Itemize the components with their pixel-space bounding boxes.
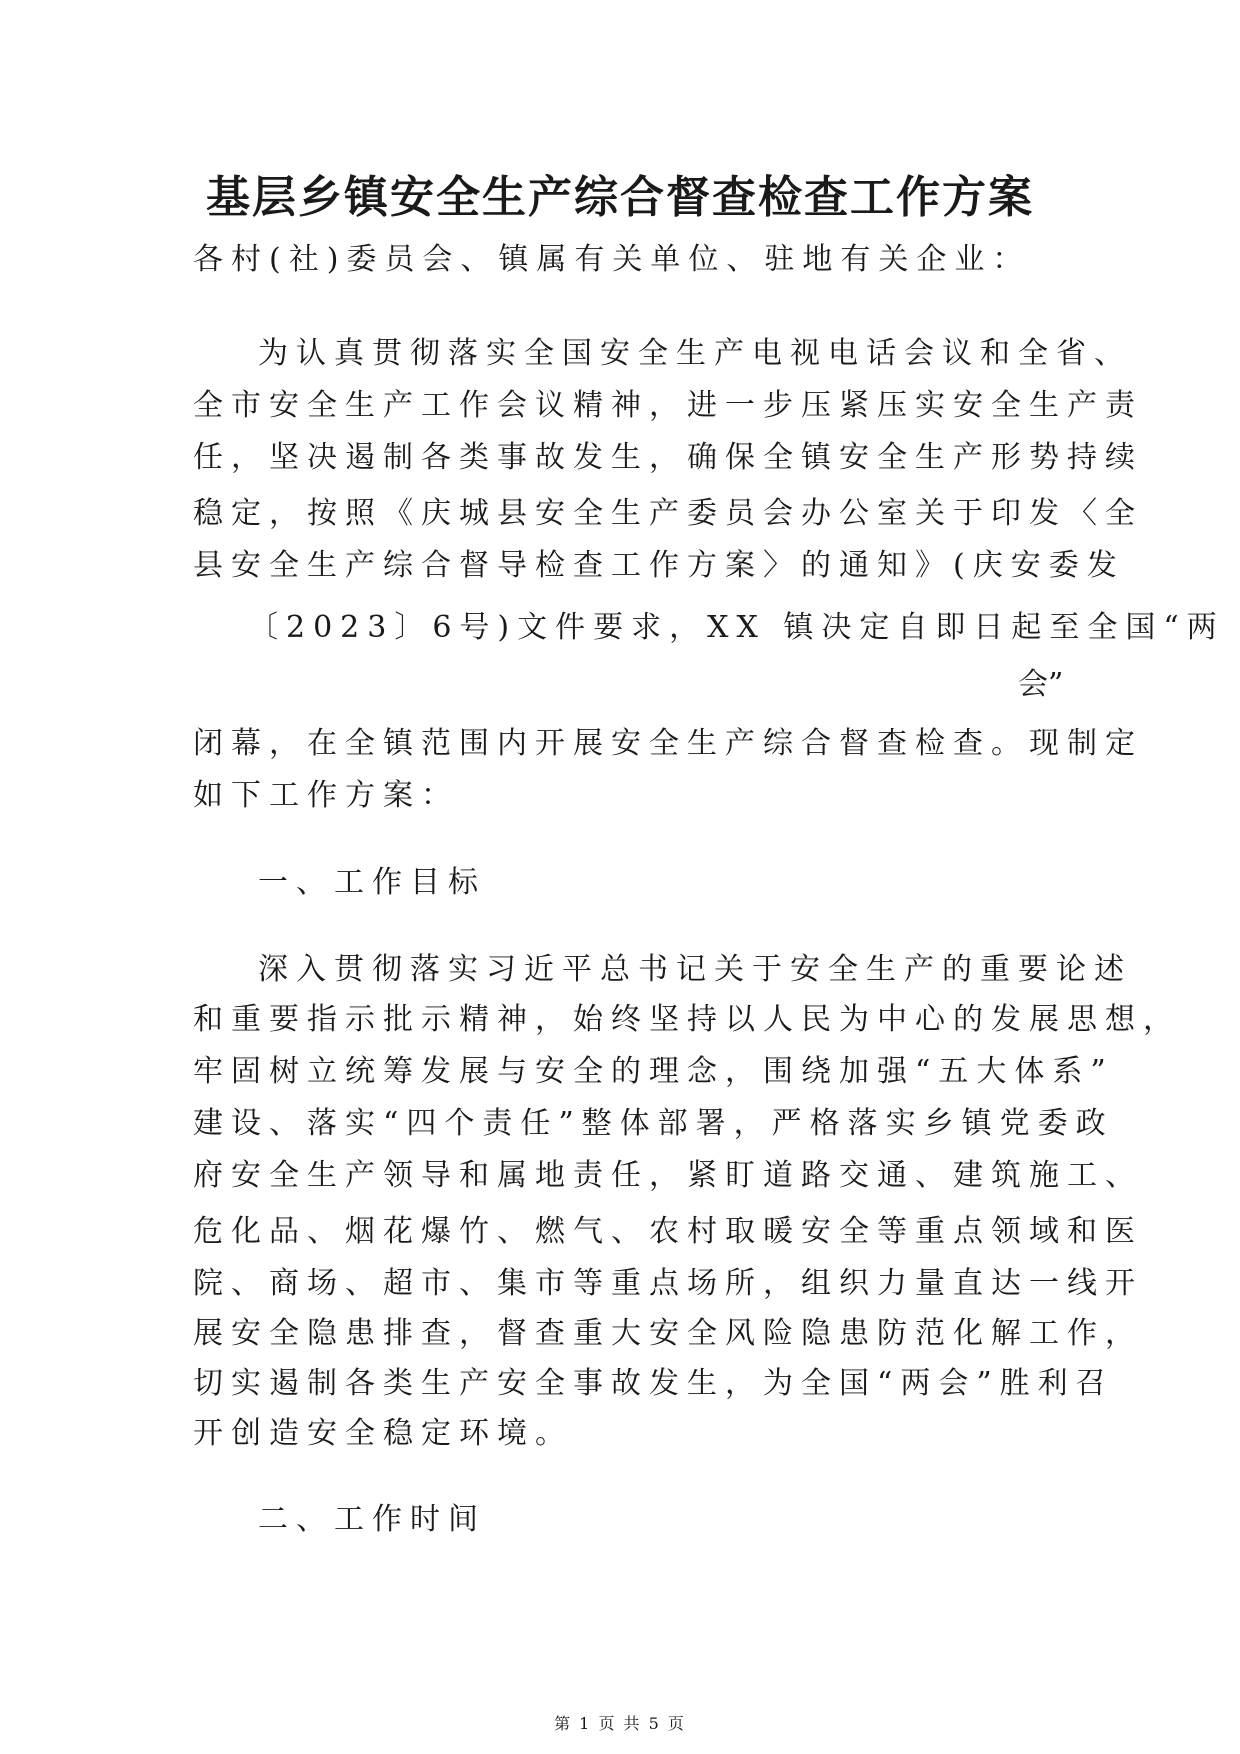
- section1-line-3: 牢固树立统筹发展与安全的理念，围绕加强“五大体系”: [193, 1054, 1114, 1089]
- intro-line-4: 稳定，按照《庆城县安全生产委员会办公室关于印发〈全: [193, 496, 1143, 531]
- section1-line-8: 展安全隐患排查，督查重大安全风险隐患防范化解工作，: [193, 1316, 1143, 1351]
- page-number-footer: 第 1 页 共 5 页: [554, 1714, 686, 1733]
- salutation: 各村(社)委员会、镇属有关单位、驻地有关企业：: [193, 242, 1031, 277]
- section1-line-9: 切实遏制各类生产安全事故发生，为全国“两会”胜利召: [193, 1366, 1114, 1401]
- intro-line-3: 任，坚决遏制各类事故发生，确保全镇安全生产形势持续: [193, 440, 1143, 475]
- intro-line-2: 全市安全生产工作会议精神，进一步压紧压实安全生产责: [193, 388, 1143, 423]
- section1-line-1: 深入贯彻落实习近平总书记关于安全生产的重要论述: [258, 952, 1132, 987]
- section1-line-7: 院、商场、超市、集市等重点场所，组织力量直达一线开: [193, 1266, 1143, 1301]
- intro-line-9: 如下工作方案：: [193, 778, 459, 813]
- section1-line-4: 建设、落实“四个责任”整体部署，严格落实乡镇党委政: [193, 1106, 1114, 1141]
- section1-heading: 一、工作目标: [258, 865, 486, 900]
- page-title: 基层乡镇安全生产综合督查检查工作方案: [206, 172, 1034, 223]
- section2-heading: 二、工作时间: [258, 1502, 486, 1537]
- intro-line-8: 闭幕，在全镇范围内开展安全生产综合督查检查。现制定: [193, 726, 1143, 761]
- section1-line-5: 府安全生产领导和属地责任，紧盯道路交通、建筑施工、: [193, 1158, 1143, 1193]
- section1-line-6: 危化品、烟花爆竹、燃气、农村取暖安全等重点领域和医: [193, 1214, 1143, 1249]
- section1-line-2: 和重要指示批示精神，始终坚持以人民为中心的发展思想，: [193, 1002, 1181, 1037]
- section1-line-10: 开创造安全稳定环境。: [193, 1416, 573, 1451]
- intro-line-1: 为认真贯彻落实全国安全生产电视电话会议和全省、: [258, 336, 1132, 371]
- intro-line-6: 〔2023〕6号)文件要求，XX 镇决定自即日起至全国“两: [248, 610, 1225, 645]
- intro-line-5: 县安全生产综合督导检查工作方案〉的通知》(庆安委发: [193, 548, 1125, 583]
- intro-line-7: 会”: [1018, 667, 1064, 702]
